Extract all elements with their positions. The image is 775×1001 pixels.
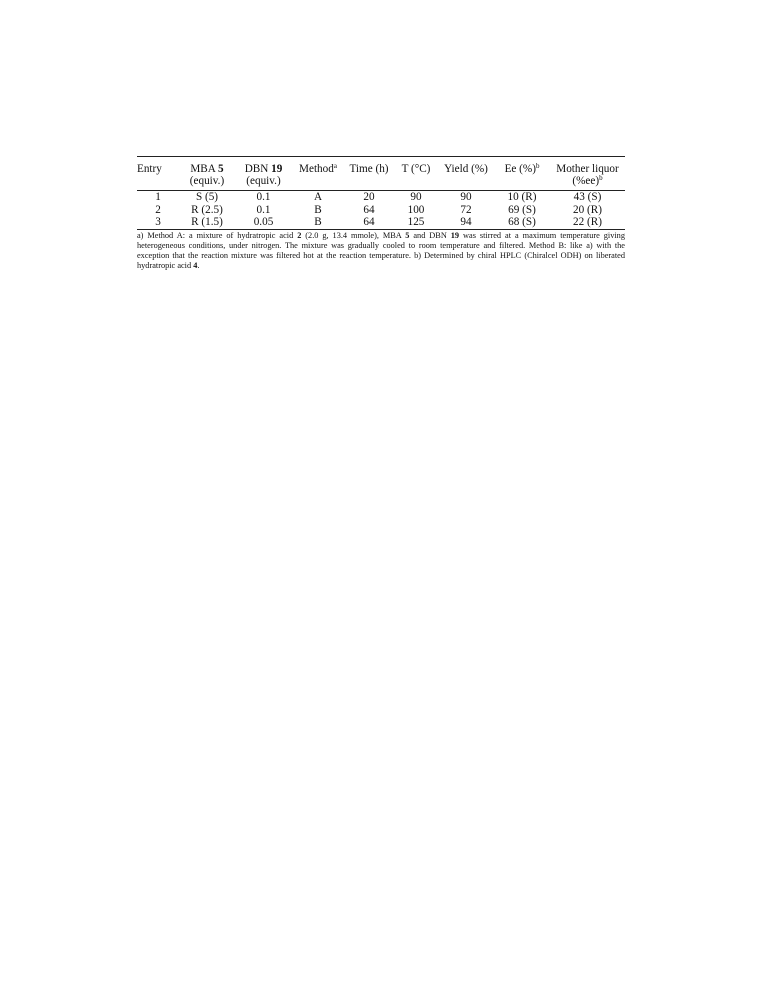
- cell-yield: 94: [460, 216, 472, 228]
- header-time: Time (h): [349, 163, 389, 175]
- table-row: [137, 204, 625, 217]
- cell-mba: S (5): [195, 191, 219, 203]
- header-mba-unit: (equiv.): [189, 175, 225, 187]
- cell-yield: 72: [460, 203, 472, 216]
- results-table: [137, 157, 625, 187]
- cell-mother-liquor: 43 (S): [573, 191, 602, 203]
- cell-mba: R (2.5): [191, 203, 223, 216]
- table-row: [137, 216, 625, 229]
- cell-temperature: 125: [407, 216, 425, 228]
- cell-dbn: 0.1: [256, 203, 271, 216]
- cell-temperature: 90: [410, 191, 422, 203]
- cell-method: B: [314, 216, 322, 228]
- header-method: Method$^a$: [299, 162, 337, 175]
- cell-time: 20: [363, 191, 375, 203]
- header-dbn: DBN 19: [244, 163, 283, 175]
- header-yield: Yield (%): [444, 163, 488, 175]
- cell-mother-liquor: 20 (R): [573, 203, 602, 216]
- header-ee: Ee (%)$^b$: [504, 162, 540, 175]
- footnote-text: a) Method A: a mixture of hydratropic acid 2 (2.0 g, 13.4 mmole), MBA 5 and DBN 19 was stirred at a maximum temperature giving heterogeneous conditions, under nitrogen. The mixture was gradually cooled to room temperature and filtered. Method B: like a) with the exception that the reaction mixture was filtered hot at the reaction temperature. b) Determined by chiral HPLC (Chiralcel ODH) on liberated hydratropic acid 4.: [137, 230, 625, 271]
- header-entry: Entry: [137, 163, 162, 175]
- cell-time: 64: [363, 203, 375, 216]
- cell-time: 64: [363, 216, 375, 228]
- header-temperature: T (°C): [401, 163, 431, 175]
- cell-dbn: 0.1: [256, 191, 271, 203]
- cell-ee: 10 (R): [507, 191, 537, 203]
- results-table-body: [137, 191, 625, 229]
- cell-entry: 2: [155, 203, 161, 216]
- header-mba: MBA 5: [190, 163, 224, 175]
- table-row: [137, 191, 625, 204]
- cell-mba: R (1.5): [191, 216, 223, 228]
- table-footnote: [137, 231, 625, 272]
- cell-temperature: 100: [407, 203, 425, 216]
- results-table-container: [137, 156, 625, 271]
- cell-method: B: [314, 203, 322, 216]
- cell-ee: 69 (S): [508, 203, 536, 216]
- cell-mother-liquor: 22 (R): [573, 216, 602, 228]
- cell-dbn: 0.05: [253, 216, 274, 228]
- header-mother-liquor: Mother liquor: [556, 163, 619, 175]
- table-header-units-row: [137, 175, 625, 187]
- header-mother-liquor-unit: $(\%ee)^b$: [572, 174, 603, 187]
- cell-yield: 90: [460, 191, 472, 203]
- header-dbn-unit: (equiv.): [246, 175, 281, 187]
- cell-method: A: [313, 191, 323, 203]
- table-header-row: [137, 157, 625, 175]
- cell-entry: 1: [155, 191, 161, 203]
- cell-entry: 3: [155, 216, 161, 228]
- cell-ee: 68 (S): [508, 216, 536, 228]
- table-bottom-rule: [137, 229, 625, 230]
